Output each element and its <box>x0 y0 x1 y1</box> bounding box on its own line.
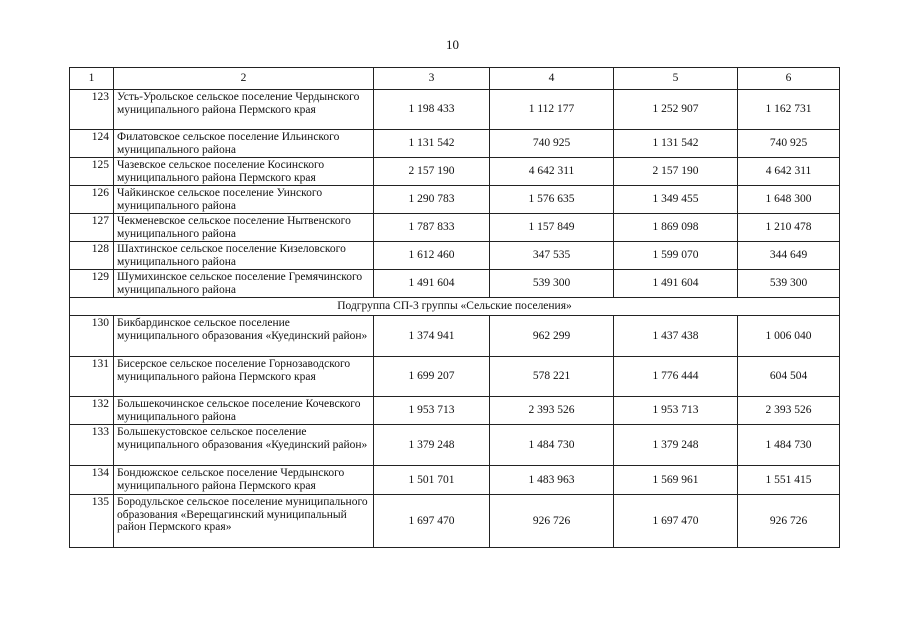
column-header: 2 <box>114 68 374 90</box>
value-col-6: 1 551 415 <box>738 466 840 495</box>
value-col-4: 740 925 <box>490 130 614 158</box>
value-col-5: 1 437 438 <box>614 316 738 357</box>
value-col-6: 740 925 <box>738 130 840 158</box>
page-number: 10 <box>446 37 459 52</box>
settlement-name: Филатовское сельское поселение Ильинского муниципального района <box>114 130 374 158</box>
table-row <box>70 130 840 158</box>
value-col-4: 1 576 635 <box>490 186 614 214</box>
value-col-3: 1 787 833 <box>374 214 490 242</box>
value-col-4: 1 112 177 <box>490 90 614 130</box>
row-number: 124 <box>70 130 114 158</box>
value-col-3: 1 374 941 <box>374 316 490 357</box>
value-col-5: 1 491 604 <box>614 270 738 298</box>
column-header: 6 <box>738 68 840 90</box>
table-row <box>70 158 840 186</box>
settlement-name: Бикбардинское сельское поселение муниципального образования «Куединский район» <box>114 316 374 357</box>
value-col-6: 1 162 731 <box>738 90 840 130</box>
value-col-5: 1 131 542 <box>614 130 738 158</box>
row-number: 133 <box>70 425 114 466</box>
column-header: 3 <box>374 68 490 90</box>
value-col-6: 1 648 300 <box>738 186 840 214</box>
value-col-6: 604 504 <box>738 357 840 397</box>
value-col-5: 1 869 098 <box>614 214 738 242</box>
row-number: 127 <box>70 214 114 242</box>
value-col-4: 539 300 <box>490 270 614 298</box>
table-row <box>70 495 840 548</box>
value-col-3: 1 953 713 <box>374 397 490 425</box>
subgroup-row <box>70 298 840 316</box>
row-number: 129 <box>70 270 114 298</box>
value-col-4: 4 642 311 <box>490 158 614 186</box>
value-col-5: 1 349 455 <box>614 186 738 214</box>
value-col-5: 1 697 470 <box>614 495 738 548</box>
value-col-3: 1 491 604 <box>374 270 490 298</box>
row-number: 123 <box>70 90 114 130</box>
column-header: 4 <box>490 68 614 90</box>
table-row <box>70 357 840 397</box>
value-col-4: 1 483 963 <box>490 466 614 495</box>
value-col-6: 926 726 <box>738 495 840 548</box>
settlement-name: Шахтинское сельское поселение Кизеловского муниципального района <box>114 242 374 270</box>
value-col-4: 962 299 <box>490 316 614 357</box>
value-col-6: 1 210 478 <box>738 214 840 242</box>
settlement-name: Большекочинское сельское поселение Кочевского муниципального района <box>114 397 374 425</box>
row-number: 128 <box>70 242 114 270</box>
value-col-6: 2 393 526 <box>738 397 840 425</box>
value-col-5: 1 953 713 <box>614 397 738 425</box>
value-col-3: 1 699 207 <box>374 357 490 397</box>
column-header: 1 <box>70 68 114 90</box>
table-row <box>70 186 840 214</box>
settlement-name: Шумихинское сельское поселение Гремячинского муниципального района <box>114 270 374 298</box>
value-col-5: 1 252 907 <box>614 90 738 130</box>
value-col-3: 2 157 190 <box>374 158 490 186</box>
table-row <box>70 316 840 357</box>
settlement-name: Большекустовское сельское поселение муниципального образования «Куединский район» <box>114 425 374 466</box>
row-number: 130 <box>70 316 114 357</box>
row-number: 134 <box>70 466 114 495</box>
table-row <box>70 425 840 466</box>
value-col-3: 1 612 460 <box>374 242 490 270</box>
settlements-table <box>69 67 840 548</box>
value-col-6: 1 006 040 <box>738 316 840 357</box>
table-row <box>70 466 840 495</box>
table-row <box>70 242 840 270</box>
subgroup-title: Подгруппа СП-3 группы «Сельские поселения» <box>70 298 840 316</box>
value-col-4: 2 393 526 <box>490 397 614 425</box>
table-row <box>70 270 840 298</box>
value-col-3: 1 131 542 <box>374 130 490 158</box>
table-row <box>70 397 840 425</box>
value-col-3: 1 290 783 <box>374 186 490 214</box>
row-number: 132 <box>70 397 114 425</box>
settlement-name: Усть-Урольское сельское поселение Чердынского муниципального района Пермского края <box>114 90 374 130</box>
value-col-3: 1 501 701 <box>374 466 490 495</box>
settlement-name: Бисерское сельское поселение Горнозаводского муниципального района Пермского края <box>114 357 374 397</box>
table-row <box>70 90 840 130</box>
table-row <box>70 214 840 242</box>
value-col-4: 347 535 <box>490 242 614 270</box>
settlement-name: Чайкинское сельское поселение Уинского муниципального района <box>114 186 374 214</box>
value-col-5: 1 599 070 <box>614 242 738 270</box>
value-col-3: 1 697 470 <box>374 495 490 548</box>
row-number: 135 <box>70 495 114 548</box>
value-col-4: 578 221 <box>490 357 614 397</box>
table-header-row <box>70 68 840 90</box>
value-col-5: 2 157 190 <box>614 158 738 186</box>
settlement-name: Чазевское сельское поселение Косинского муниципального района Пермского края <box>114 158 374 186</box>
settlement-name: Бондюжское сельское поселение Чердынского муниципального района Пермского края <box>114 466 374 495</box>
value-col-4: 1 157 849 <box>490 214 614 242</box>
row-number: 126 <box>70 186 114 214</box>
settlement-name: Чекменевское сельское поселение Нытвенского муниципального района <box>114 214 374 242</box>
value-col-6: 539 300 <box>738 270 840 298</box>
value-col-6: 4 642 311 <box>738 158 840 186</box>
value-col-6: 1 484 730 <box>738 425 840 466</box>
value-col-3: 1 379 248 <box>374 425 490 466</box>
value-col-5: 1 379 248 <box>614 425 738 466</box>
value-col-4: 1 484 730 <box>490 425 614 466</box>
value-col-4: 926 726 <box>490 495 614 548</box>
settlement-name: Бородульское сельское поселение муниципального образования «Верещагинский муниципальный район Пермского края» <box>114 495 374 548</box>
value-col-5: 1 776 444 <box>614 357 738 397</box>
row-number: 125 <box>70 158 114 186</box>
value-col-6: 344 649 <box>738 242 840 270</box>
value-col-3: 1 198 433 <box>374 90 490 130</box>
row-number: 131 <box>70 357 114 397</box>
value-col-5: 1 569 961 <box>614 466 738 495</box>
column-header: 5 <box>614 68 738 90</box>
